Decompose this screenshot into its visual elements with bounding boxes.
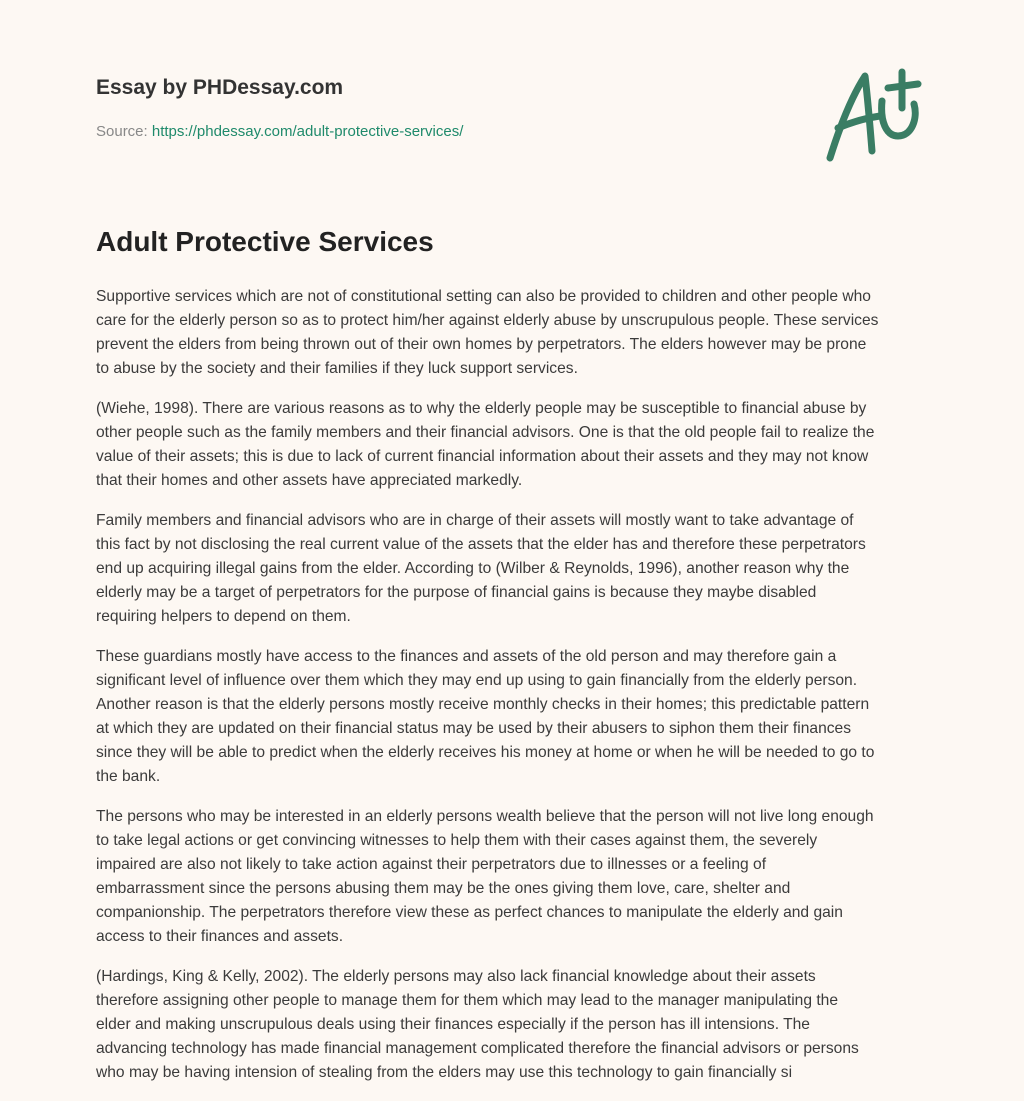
paragraph-line: impaired are also not likely to take action against their perpetrators due to illnesses or a feeling of xyxy=(96,856,767,873)
article-paragraph xyxy=(96,645,936,789)
paragraph-line: care for the elderly person so as to protect him/her against elderly abuse by unscrupulous people. These services xyxy=(96,312,879,329)
paragraph-line: prevent the elders from being thrown out of their own homes by perpetrators. The elders however may be prone xyxy=(96,336,867,353)
article-paragraph xyxy=(96,965,936,1085)
paragraph-line: embarrassment since the persons abusing them may be the ones giving them love, care, shelter and xyxy=(96,880,791,897)
paragraph-line: the bank. xyxy=(96,768,161,785)
paragraph-line: value of their assets; this is due to lack of current financial information about their assets and they may not know xyxy=(96,448,869,465)
source-line xyxy=(96,123,463,140)
paragraph-line: other people such as the family members and their financial advisors. One is that the old people fail to realize the xyxy=(96,424,875,441)
paragraph-line: Another reason is that the elderly persons mostly receive monthly checks in their homes; this predictable pattern xyxy=(96,696,870,713)
paragraph-line: The persons who may be interested in an elderly persons wealth believe that the person will not live long enough xyxy=(96,808,874,825)
paragraph-line: (Wiehe, 1998). There are various reasons as to why the elderly people may be susceptible to financial abuse by xyxy=(96,400,867,417)
paragraph-line: requiring helpers to depend on them. xyxy=(96,608,351,625)
article-paragraph xyxy=(96,509,936,629)
paragraph-line: These guardians mostly have access to the finances and assets of the old person and may therefore gain a xyxy=(96,648,837,665)
paragraph-line: elderly may be a target of perpetrators for the purpose of financial gains is because they maybe disabled xyxy=(96,584,817,601)
article-paragraph xyxy=(96,805,936,949)
paragraph-line: significant level of influence over them which they may end up using to gain financially from the elderly person. xyxy=(96,672,858,689)
paragraph-line: Supportive services which are not of constitutional setting can also be provided to children and other people who xyxy=(96,288,871,305)
article-body xyxy=(96,285,936,1101)
a-plus-logo xyxy=(820,66,930,166)
paragraph-line: end up acquiring illegal gains from the elder. According to (Wilber & Reynolds, 1996), another reason why the xyxy=(96,560,850,577)
paragraph-line: this fact by not disclosing the real current value of the assets that the elder has and therefore these perpetrators xyxy=(96,536,866,553)
paragraph-line: access to their finances and assets. xyxy=(96,928,344,945)
paragraph-line: at which they are updated on their financial status may be used by their abusers to siphon them their finances xyxy=(96,720,852,737)
paragraph-line: to take legal actions or get convincing witnesses to help them with their cases against them, the severely xyxy=(96,832,818,849)
source-link[interactable]: https://phdessay.com/adult-protective-services/ xyxy=(151,123,464,140)
paragraph-line: that their homes and other assets have appreciated markedly. xyxy=(96,472,523,489)
article-title: Adult Protective Services xyxy=(96,226,434,257)
article-paragraph xyxy=(96,397,936,493)
paragraph-line: who may be having intension of stealing from the elders may use this technology to gain financially si xyxy=(96,1064,793,1081)
paragraph-line: to abuse by the society and their families if they luck support services. xyxy=(96,360,578,377)
paragraph-line: companionship. The perpetrators therefore view these as perfect chances to manipulate the elderly and gain xyxy=(96,904,843,921)
paragraph-line: (Hardings, King & Kelly, 2002). The elderly persons may also lack financial knowledge about their assets xyxy=(96,968,816,985)
paragraph-line: therefore assigning other people to manage them for them which may lead to the manager manipulating the xyxy=(96,992,839,1009)
site-title: Essay by PHDessay.com xyxy=(96,76,344,99)
article-paragraph xyxy=(96,285,936,381)
paragraph-line: since they will be able to predict when the elderly receives his money at home or when he will be needed to go to xyxy=(96,744,875,761)
paragraph-line: advancing technology has made financial management complicated therefore the financial advisors or persons xyxy=(96,1040,859,1057)
source-label: Source: xyxy=(96,123,148,140)
paragraph-line: elder and making unscrupulous deals using their finances especially if the person has ill intensions. The xyxy=(96,1016,810,1033)
paragraph-line: Family members and financial advisors who are in charge of their assets will mostly want to take advantage of xyxy=(96,512,854,529)
